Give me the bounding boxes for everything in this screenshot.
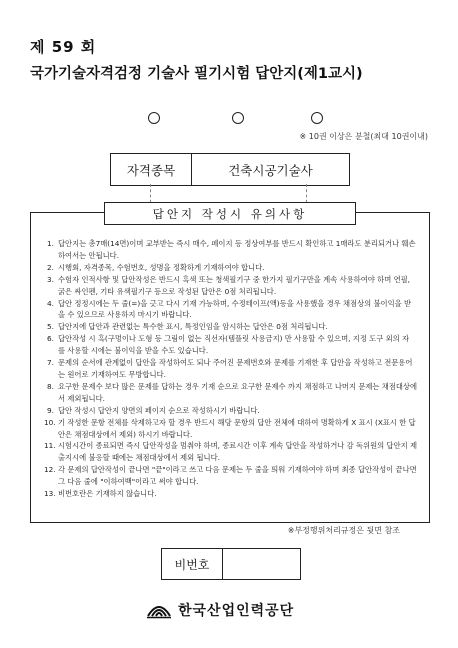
notice-item-text: 시행회, 자격종목, 수험번호, 성명을 정확하게 기재하여야 합니다. [58, 262, 265, 272]
notice-item-text: 비번호란은 기재하지 않습니다. [58, 489, 157, 499]
binding-note: ※ 10권 이상은 분철(최대 10권이내) [299, 132, 428, 141]
notice-item-number: 11. [44, 441, 56, 451]
qualification-value: 건축시공기술사 [228, 162, 313, 178]
notice-item-number: 9. [47, 405, 54, 415]
notice-item-text: 요구한 문제수 보다 많은 문제를 답하는 경우 기재 순으로 요구한 문제수 까지 채점하고 나머지 문제는 채점대상에서 제외됩니다. [58, 381, 418, 403]
notice-item-number: 4. [47, 298, 54, 308]
notice-item-text: 답안 정정시에는 두 줄(=)을 긋고 다시 기재 가능하며, 수정테이프(액)등을 사용했을 경우 채점상의 불이익을 받을 수 있으므로 사용하지 마시기 바랍니다. [58, 298, 412, 320]
notice-item-text: 시험시간이 종료되면 즉시 답안작성을 멈춰야 하며, 종료시간 이후 계속 답안을 작성하거나 감 독위원의 답안지 제출지시에 불응할 때에는 채점대상에서 제외 됩니다. [58, 441, 418, 463]
page-title: 국가기술자격검정 기술사 필기시험 답안지(제1교시) [30, 66, 363, 82]
punch-hole-circle-1 [148, 112, 160, 124]
notice-item-number: 5. [47, 322, 54, 332]
notice-list [44, 238, 418, 500]
notice-item-text: 기 작성한 문항 전체를 삭제하고자 할 경우 반드시 해당 문항의 답안 전체에 대하여 명확하게 X 표시 (X표시 한 답안은 채점대상에서 제외) 하시기 바랍니다. [58, 417, 416, 439]
notice-item [44, 357, 418, 381]
notice-item [44, 262, 418, 274]
notice-item-text: 답안지에 답안과 관련없는 특수한 표시, 특정인임을 암시하는 답안은 0점 처리됩니다. [58, 322, 328, 332]
notice-item-number: 6. [47, 334, 54, 344]
notice-item [44, 333, 418, 357]
notice-item-number: 3. [47, 274, 54, 284]
notice-item [44, 440, 418, 464]
notice-title: 답안지 작성시 유의사항 [104, 202, 356, 225]
punch-hole-circle-3 [311, 112, 323, 124]
notice-item-text: 각 문제의 답안작성이 끝나면 "끝"이라고 쓰고 다음 문제는 두 줄을 띄워 기재하여야 하며 최종 답안작성이 끝나면 그 다음 줄에 "이하여백"이라고 써야 합니다. [58, 465, 417, 487]
misconduct-note: ※부정행위처리규정은 뒷면 참조 [287, 526, 400, 535]
notice-item-number: 7. [47, 358, 54, 368]
bib-number-box [161, 548, 301, 580]
organization-name: 한국산업인력공단 [178, 603, 295, 619]
notice-item [44, 321, 418, 333]
notice-item [44, 488, 418, 500]
notice-item-number: 8. [47, 381, 54, 391]
organization-footer [146, 600, 294, 620]
notice-item [44, 464, 418, 488]
notice-item-text: 수험자 인적사항 및 답안작성은 반드시 흑색 또는 청색필기구 중 한가지 필기구만을 계속 사용하여야 하며 연필, 굵은 싸인펜, 기타 유색필기구 등으로 작성된 답안은 0점 처리됩니다. [58, 274, 410, 296]
notice-item-number: 1. [47, 239, 54, 248]
bib-number-label: 비번호 [162, 549, 223, 579]
notice-item [44, 238, 418, 262]
notice-item-text: 답안작성 시 흑(구멍이나 도형 등 그림이 없는 직선자(템플릿 사용금지) 만 사용할 수 있으며, 지정 도구 외의 자 를 사용할 시에는 불이익을 받을 수도 있습니다. [58, 334, 410, 356]
notice-item [44, 298, 418, 322]
notice-item-number: 13. [44, 489, 56, 499]
hrdk-logo-icon [146, 601, 172, 619]
notice-item-text: 답안 작성시 답안지 양면의 페이지 순으로 작성하시기 바랍니다. [58, 405, 260, 415]
qualification-label: 자격종목 [111, 154, 192, 185]
notice-item [44, 417, 418, 441]
qualification-box [110, 153, 350, 186]
punch-hole-circle-2 [232, 112, 244, 124]
notice-item [44, 405, 418, 417]
notice-item [44, 381, 418, 405]
notice-item-number: 2. [47, 262, 54, 272]
bib-number-value [223, 549, 300, 579]
notice-item-text: 답안지는 총7매(14면)이며 교부받는 즉시 매수, 페이지 등 정상여부를 반드시 확인하고 1매라도 분리되거나 훼손하여서는 안됩니다. [58, 239, 416, 260]
notice-item-text: 문제의 순서에 관계없이 답안을 작성하여도 되나 주어진 문제번호와 문제를 기재한 후 답안을 작성하고 전문용어는 원어로 기재하여도 무방합니다. [58, 358, 413, 379]
notice-item [44, 274, 418, 298]
exam-round: 제 59 회 [30, 38, 97, 56]
notice-item-number: 12. [44, 465, 56, 475]
notice-item-number: 10. [44, 417, 56, 427]
